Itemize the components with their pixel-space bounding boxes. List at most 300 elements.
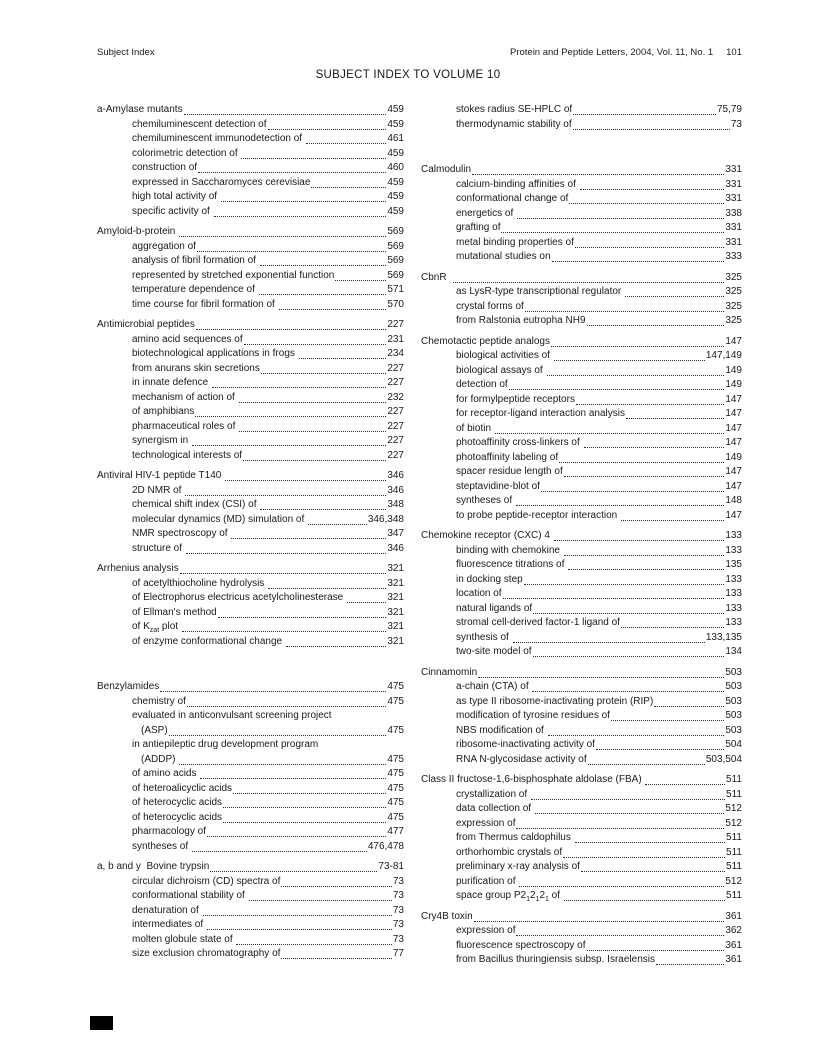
entry-text: NBS modification of xyxy=(456,724,547,736)
entry-text: of Ellman's method xyxy=(132,606,217,618)
running-header-page-number: 101 xyxy=(726,47,742,58)
dot-leader xyxy=(311,187,386,188)
page-number: 503 xyxy=(725,695,742,707)
index-entry xyxy=(421,709,742,724)
entry-text: molten globule state of xyxy=(132,933,236,945)
dot-leader xyxy=(268,588,386,589)
dot-leader xyxy=(495,433,725,434)
index-entry xyxy=(421,480,742,495)
entry-text: steptavidine-blot of xyxy=(456,480,540,492)
index-entry xyxy=(97,118,404,133)
index-entry xyxy=(421,817,742,832)
entry-text: construction of xyxy=(132,162,198,173)
entry-text: from Bacillus thuringiensis subsp. Israelensis xyxy=(456,954,655,965)
dot-leader xyxy=(225,480,386,481)
index-entry xyxy=(421,666,742,681)
index-entry xyxy=(97,918,404,933)
page-number: 133 xyxy=(725,617,742,628)
entry-text: analysis of fibril formation of xyxy=(132,255,259,266)
page-number: 503 xyxy=(725,681,742,692)
page-number: 325 xyxy=(725,271,742,283)
page-number: 231 xyxy=(387,333,404,345)
page-number: 348 xyxy=(387,499,404,510)
index-entry xyxy=(421,314,742,329)
dot-leader xyxy=(186,553,387,554)
index-entry xyxy=(97,620,404,635)
index-entry xyxy=(421,378,742,393)
index-entry xyxy=(421,939,742,954)
dot-leader xyxy=(187,706,386,707)
page-number: 346,348 xyxy=(367,513,404,525)
scan-artifact-mark xyxy=(90,1016,113,1030)
dot-leader xyxy=(621,627,724,628)
page-number: 477 xyxy=(387,826,404,837)
index-section xyxy=(421,666,742,768)
page-number: 73 xyxy=(730,118,742,130)
dot-leader xyxy=(503,598,725,599)
page-number: 133 xyxy=(725,544,742,556)
dot-leader xyxy=(198,172,386,173)
dot-leader xyxy=(306,143,386,144)
index-entry xyxy=(421,465,742,480)
entry-text: two-site model of xyxy=(456,646,532,657)
dot-leader xyxy=(160,691,386,692)
index-entry xyxy=(421,178,742,193)
dot-leader xyxy=(551,346,724,347)
entry-text: of biotin xyxy=(456,422,494,434)
index-section xyxy=(97,562,404,649)
index-entry xyxy=(97,606,404,621)
page-number: 475 xyxy=(387,797,404,808)
entry-text: expressed in Saccharomyces cerevisiae xyxy=(132,176,311,188)
dot-leader xyxy=(535,813,724,814)
index-columns xyxy=(97,103,742,968)
dot-leader xyxy=(552,261,725,262)
dot-leader xyxy=(260,265,387,266)
entry-text: chemistry of xyxy=(132,695,186,707)
entry-text: NMR spectroscopy of xyxy=(132,528,231,539)
entry-text: crystal forms of xyxy=(456,300,524,312)
page-number: 503 xyxy=(725,666,742,678)
entry-text: chemiluminescent detection of xyxy=(132,118,267,130)
entry-text: from Thermus caldophilus xyxy=(456,832,574,843)
index-entry xyxy=(97,132,404,147)
index-entry xyxy=(421,788,742,803)
entry-text: as type II ribosome-inactivating protein (RIP) xyxy=(456,695,654,707)
dot-leader xyxy=(575,842,725,843)
index-entry xyxy=(97,391,404,406)
page-number: 503 xyxy=(725,710,742,721)
dot-leader xyxy=(524,584,725,585)
page-number: 147 xyxy=(725,480,742,492)
entry-text: space group $P2_12_12_1$ of xyxy=(456,890,563,903)
entry-text: syntheses of xyxy=(132,840,191,852)
dot-leader xyxy=(531,799,725,800)
page-number: 475 xyxy=(387,768,404,779)
dot-leader xyxy=(564,476,725,477)
page-number: 232 xyxy=(387,391,404,403)
entry-text: expression of xyxy=(456,925,516,936)
entry-text: from anurans skin secretions xyxy=(132,362,260,374)
index-entry xyxy=(421,695,742,710)
page-number: 475 xyxy=(387,724,404,736)
entry-text: thermodynamic stability of xyxy=(456,118,572,130)
index-entry xyxy=(97,796,404,811)
index-entry xyxy=(97,724,404,739)
page-number: 73 xyxy=(392,933,404,945)
index-entry xyxy=(421,436,742,451)
page-number: 362 xyxy=(725,925,742,936)
entry-text: syntheses of xyxy=(456,495,515,506)
entry-text: evaluated in anticonvulsant screening project xyxy=(132,710,332,721)
index-entry xyxy=(97,577,404,592)
index-entry xyxy=(97,103,404,118)
entry-text: Amyloid-b-protein xyxy=(97,226,179,237)
page-number: 333 xyxy=(725,251,742,262)
entry-text: Benzylamides xyxy=(97,681,160,692)
page-number: 461 xyxy=(387,133,404,144)
dot-leader xyxy=(195,416,386,417)
entry-text: ribosome-inactivating activity of xyxy=(456,739,595,750)
dot-leader xyxy=(516,935,724,936)
page-number: 133 xyxy=(725,530,742,541)
entry-text: energetics of xyxy=(456,207,517,219)
entry-text: temperature dependence of xyxy=(132,284,258,295)
entry-text: from Ralstonia eutropha NH9 xyxy=(456,315,586,326)
dot-leader xyxy=(576,404,724,405)
index-entry xyxy=(97,889,404,904)
dot-leader xyxy=(268,129,387,130)
entry-text: molecular dynamics (MD) simulation of xyxy=(132,513,308,525)
index-section xyxy=(97,103,404,219)
entry-text: of amino acids xyxy=(132,768,200,779)
entry-text: biological activities of xyxy=(456,350,553,361)
dot-leader xyxy=(516,505,724,506)
dot-leader xyxy=(259,294,387,295)
index-entry xyxy=(97,904,404,919)
index-entry xyxy=(421,602,742,617)
dot-leader xyxy=(196,329,386,330)
dot-leader xyxy=(541,491,724,492)
index-entry xyxy=(421,451,742,466)
dot-leader xyxy=(645,784,725,785)
index-entry xyxy=(421,285,742,300)
index-entry xyxy=(97,434,404,449)
page-number: 321 xyxy=(387,635,404,647)
entry-text: Cry4B toxin xyxy=(421,910,473,922)
entry-text: Antimicrobial peptides xyxy=(97,319,195,330)
index-column-left xyxy=(97,103,404,962)
entry-text: in innate defence xyxy=(132,377,211,388)
dot-leader xyxy=(625,296,724,297)
page-number: 347 xyxy=(387,528,404,539)
entry-text: photoaffinity cross-linkers of xyxy=(456,437,583,448)
index-entry xyxy=(97,860,404,875)
page-number: 321 xyxy=(387,592,404,603)
index-entry xyxy=(421,300,742,315)
index-section xyxy=(421,271,742,329)
entry-text: data collection of xyxy=(456,803,534,814)
page-number: 459 xyxy=(387,118,404,130)
index-entry xyxy=(421,680,742,695)
dot-leader xyxy=(286,646,386,647)
page-number: 331 xyxy=(725,164,742,175)
page-number: 475 xyxy=(387,753,404,765)
running-header-journal: Protein and Peptide Letters, 2004, Vol. 11, No. 1 xyxy=(509,47,714,58)
dot-leader xyxy=(335,280,386,281)
index-entry xyxy=(421,724,742,739)
page-number: 149 xyxy=(725,451,742,463)
index-entry xyxy=(421,422,742,437)
index-entry xyxy=(97,318,404,333)
page-number: 73 xyxy=(392,875,404,887)
index-entry xyxy=(97,269,404,284)
page-number: 147,149 xyxy=(705,350,742,361)
page-number: 325 xyxy=(725,315,742,326)
dot-leader xyxy=(233,793,386,794)
entry-text: Antiviral HIV-1 peptide T140 xyxy=(97,470,225,481)
entry-text: synergism in xyxy=(132,435,191,446)
dot-leader xyxy=(260,509,386,510)
page-number: 147 xyxy=(725,466,742,477)
entry-text: a-chain (CTA) of xyxy=(456,681,532,692)
entry-text: biological assays of xyxy=(456,364,546,376)
dot-leader xyxy=(554,360,705,361)
index-entry xyxy=(421,207,742,222)
dot-leader xyxy=(281,958,391,959)
page-title: SUBJECT INDEX TO VOLUME 10 xyxy=(315,69,501,81)
page-number: 570 xyxy=(387,298,404,310)
page-number: 73 xyxy=(392,904,404,916)
dot-leader xyxy=(223,807,386,808)
page-number: 331 xyxy=(725,236,742,248)
entry-text: for receptor-ligand interaction analysis xyxy=(456,408,625,419)
dot-leader xyxy=(509,389,725,390)
page-number: 147 xyxy=(725,393,742,405)
dot-leader xyxy=(575,247,724,248)
index-entry xyxy=(421,573,742,588)
dot-leader xyxy=(525,311,725,312)
entry-text: crystallization of xyxy=(456,788,530,800)
index-entry xyxy=(421,889,742,904)
entry-text: chemiluminescent immunodetection of xyxy=(132,133,305,144)
index-entry xyxy=(97,782,404,797)
dot-leader xyxy=(239,402,387,403)
index-entry xyxy=(421,407,742,422)
index-entry xyxy=(97,362,404,377)
page-number: 361 xyxy=(725,910,742,922)
dot-leader xyxy=(513,642,705,643)
index-entry xyxy=(421,163,742,178)
page-number: 459 xyxy=(387,104,404,115)
index-section xyxy=(97,680,404,854)
page-number: 134 xyxy=(725,646,742,657)
index-entry xyxy=(97,513,404,528)
dot-leader xyxy=(223,822,386,823)
dot-leader xyxy=(563,857,725,858)
entry-text: Cinnamomin xyxy=(421,666,478,678)
index-section xyxy=(421,335,742,524)
entry-text: a, b and y Bovine trypsin xyxy=(97,861,210,872)
dot-leader xyxy=(621,520,724,521)
entry-text: 2D NMR of xyxy=(132,484,185,496)
index-entry xyxy=(421,846,742,861)
entry-text: in antiepileptic drug development program xyxy=(132,739,319,750)
dot-leader xyxy=(279,309,387,310)
entry-text: Chemokine receptor (CXC) 4 xyxy=(421,530,553,541)
page-number: 227 xyxy=(387,435,404,446)
page-number: 321 xyxy=(387,563,404,574)
entry-text: denaturation of xyxy=(132,904,202,916)
dot-leader xyxy=(533,656,725,657)
index-entry xyxy=(97,840,404,855)
dot-leader xyxy=(241,158,386,159)
entry-text: technological interests of xyxy=(132,449,243,461)
dot-leader xyxy=(564,555,725,556)
entry-text: pharmaceutical roles of xyxy=(132,420,239,432)
entry-text: CbnR xyxy=(421,271,453,283)
entry-text: structure of xyxy=(132,542,185,554)
entry-text: aggregation of xyxy=(132,240,196,252)
entry-text: stromal cell-derived factor-1 ligand of xyxy=(456,617,620,628)
index-entry xyxy=(421,831,742,846)
entry-text: time course for fibril formation of xyxy=(132,298,278,310)
index-entry xyxy=(97,147,404,162)
entry-text: size exclusion chromatography of xyxy=(132,948,281,959)
dot-leader xyxy=(573,129,730,130)
entry-text: location of xyxy=(456,588,502,599)
page-number: 147 xyxy=(725,408,742,419)
index-entry xyxy=(97,825,404,840)
page-number: 321 xyxy=(387,621,404,632)
page-number: 331 xyxy=(725,222,742,233)
dot-leader xyxy=(517,218,724,219)
index-entry xyxy=(421,393,742,408)
index-entry xyxy=(421,192,742,207)
entry-text: (ASP) xyxy=(141,724,168,736)
dot-leader xyxy=(548,735,725,736)
entry-text: represented by stretched exponential function xyxy=(132,269,335,281)
index-entry xyxy=(421,773,742,788)
dot-leader xyxy=(197,251,386,252)
page-number: 234 xyxy=(387,348,404,359)
entry-text: RNA N-glycosidase activity of xyxy=(456,753,587,765)
index-entry xyxy=(421,875,742,890)
index-entry xyxy=(97,449,404,464)
index-entry xyxy=(97,333,404,348)
dot-leader xyxy=(203,915,392,916)
entry-text: circular dichroism (CD) spectra of xyxy=(132,875,281,887)
index-entry xyxy=(421,335,742,350)
index-entry xyxy=(421,924,742,939)
index-entry xyxy=(421,910,742,925)
page-number: 149 xyxy=(725,364,742,376)
index-entry xyxy=(97,205,404,220)
entry-text: photoaffinity labeling of xyxy=(456,451,559,463)
index-entry xyxy=(421,529,742,544)
index-entry xyxy=(97,680,404,695)
page-number: 476,478 xyxy=(367,840,404,852)
index-entry xyxy=(421,544,742,559)
page-number: 133,135 xyxy=(705,631,742,643)
page-number: 503 xyxy=(725,724,742,736)
index-entry xyxy=(421,494,742,509)
entry-text: Arrhenius analysis xyxy=(97,563,179,574)
page-number: 321 xyxy=(387,606,404,618)
index-entry xyxy=(421,236,742,251)
page-number: 511 xyxy=(726,774,742,785)
entry-text: (ADDP) xyxy=(141,753,179,765)
index-entry xyxy=(97,709,404,724)
index-entry xyxy=(97,695,404,710)
page-number: 346 xyxy=(387,484,404,496)
page-number: 460 xyxy=(387,162,404,173)
index-entry xyxy=(421,616,742,631)
index-entry xyxy=(421,558,742,573)
dot-leader xyxy=(587,950,725,951)
dot-leader xyxy=(516,828,724,829)
entry-text: of heterocyclic acids xyxy=(132,797,223,808)
index-section xyxy=(421,163,742,265)
page-number: 475 xyxy=(387,782,404,794)
page-number: 504 xyxy=(725,739,742,750)
page-number: 227 xyxy=(387,319,404,330)
entry-text: of Electrophorus electricus acetylcholinesterase xyxy=(132,592,346,603)
dot-leader xyxy=(244,344,387,345)
index-entry xyxy=(421,645,742,660)
index-entry xyxy=(97,498,404,513)
index-entry xyxy=(97,542,404,557)
page-number: 75,79 xyxy=(716,104,742,115)
dot-leader xyxy=(182,631,386,632)
dot-leader xyxy=(472,174,724,175)
entry-text: expression of xyxy=(456,817,516,829)
entry-text: as LysR-type transcriptional regulator xyxy=(456,286,625,297)
dot-leader xyxy=(568,569,724,570)
index-entry xyxy=(421,753,742,768)
index-section xyxy=(97,860,404,962)
entry-text: calcium-binding affinities of xyxy=(456,178,579,190)
page-number: 511 xyxy=(726,890,742,901)
index-entry xyxy=(97,420,404,435)
index-entry xyxy=(421,250,742,265)
page-number: 475 xyxy=(387,695,404,707)
entry-text: stokes radius SE-HPLC of xyxy=(456,104,573,115)
page-number: 77 xyxy=(392,948,404,959)
entry-text: Class II fructose-1,6-bisphosphate aldolase (FBA) xyxy=(421,774,645,785)
entry-text: mutational studies on xyxy=(456,251,551,262)
page-number: 569 xyxy=(387,226,404,237)
entry-text: pharmacology of xyxy=(132,826,206,837)
page-number: 227 xyxy=(387,362,404,374)
index-entry xyxy=(97,591,404,606)
dot-leader xyxy=(580,189,725,190)
page-number: 133 xyxy=(725,602,742,614)
dot-leader xyxy=(573,114,716,115)
index-entry xyxy=(97,254,404,269)
index-section xyxy=(97,469,404,556)
entry-text: biotechnological applications in frogs xyxy=(132,348,298,359)
entry-text: preliminary x-ray analysis of xyxy=(456,861,580,872)
dot-leader xyxy=(239,431,386,432)
index-entry xyxy=(97,562,404,577)
page-number: 331 xyxy=(725,193,742,204)
page-number: 148 xyxy=(725,495,742,506)
entry-text: fluorescence spectroscopy of xyxy=(456,939,586,951)
entry-text: of amphibians xyxy=(132,406,195,417)
entry-text: Chemotactic peptide analogs xyxy=(421,335,550,347)
page-number: 512 xyxy=(725,803,742,814)
